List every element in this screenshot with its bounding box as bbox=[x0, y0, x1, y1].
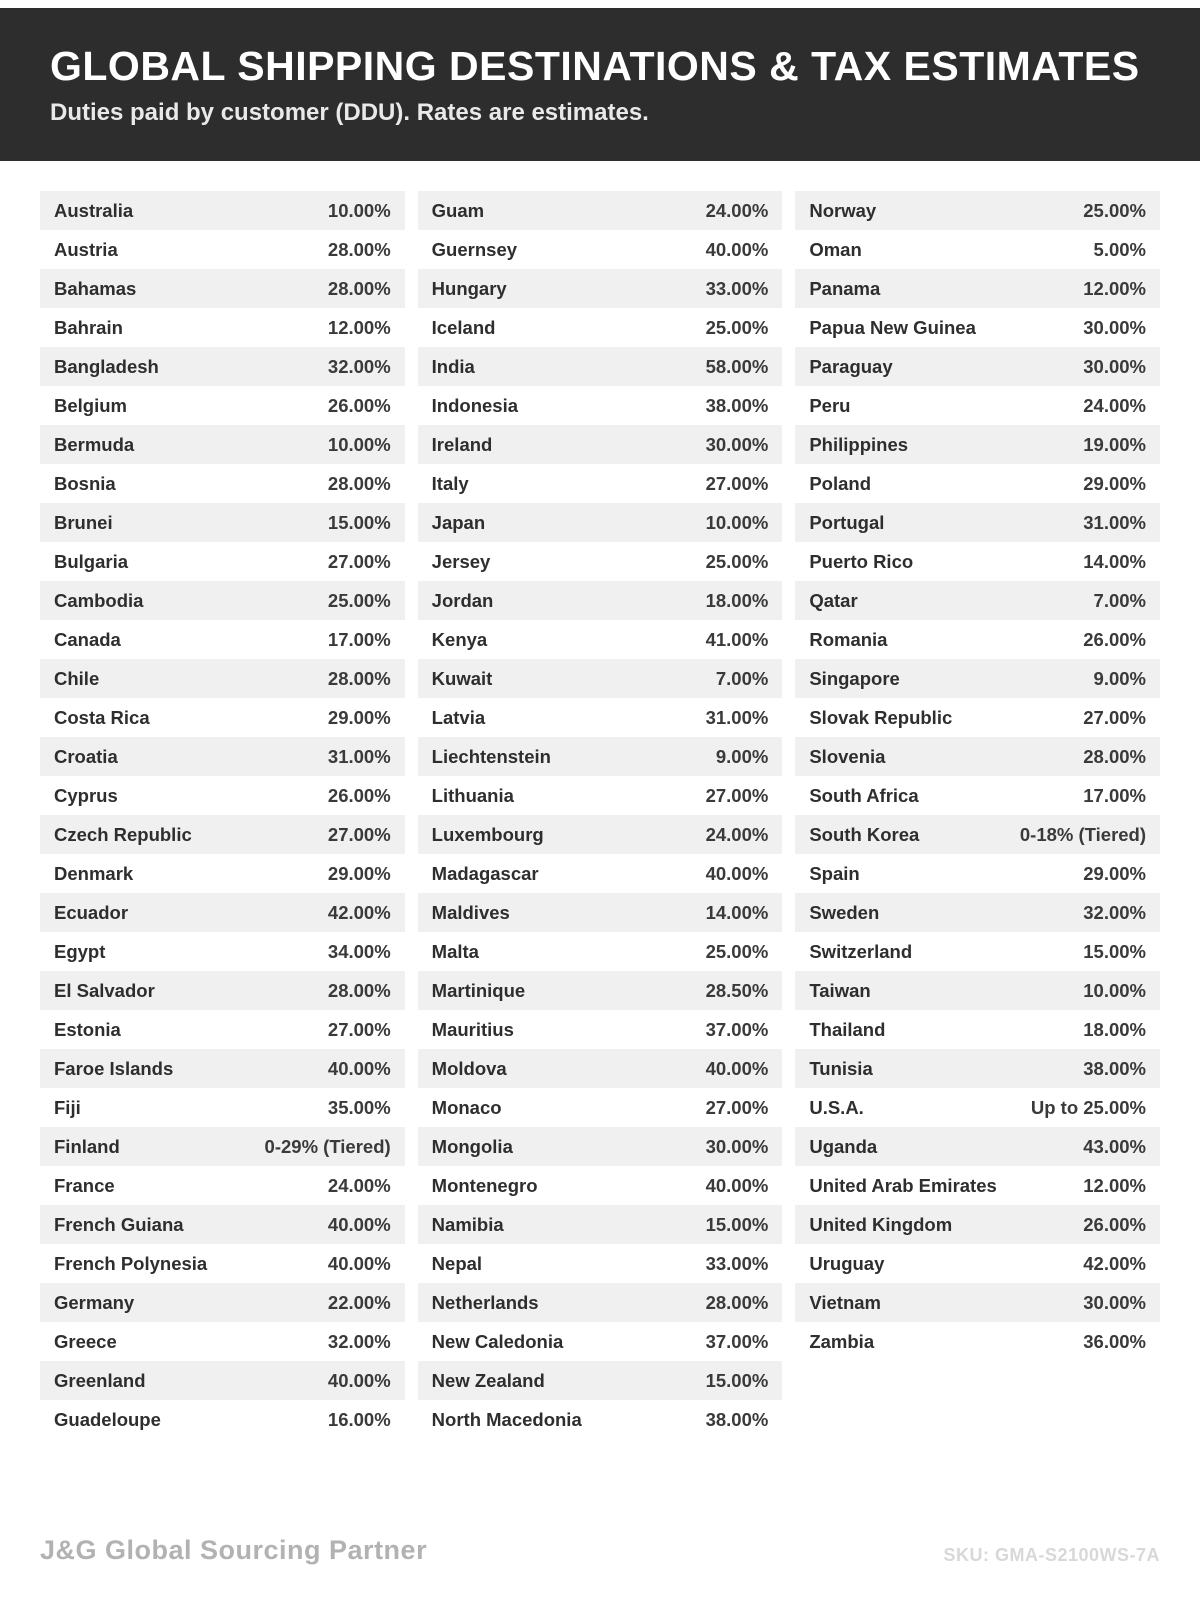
table-row bbox=[40, 1166, 405, 1205]
table-row bbox=[40, 1244, 405, 1283]
tax-rate: 33.00% bbox=[705, 277, 769, 299]
country-name: Guernsey bbox=[431, 238, 518, 260]
table-row bbox=[795, 1088, 1160, 1127]
country-name: El Salvador bbox=[54, 979, 155, 1001]
country-name: Greenland bbox=[54, 1369, 146, 1391]
tax-rate: 28.50% bbox=[705, 979, 769, 1001]
rates-table bbox=[0, 191, 1200, 1439]
country-name: Nepal bbox=[431, 1252, 483, 1274]
country-name: Costa Rica bbox=[54, 706, 150, 728]
tax-rate: 26.00% bbox=[327, 394, 391, 416]
tax-rate: 42.00% bbox=[1083, 1252, 1147, 1274]
tax-rate: 40.00% bbox=[327, 1252, 391, 1274]
country-name: New Caledonia bbox=[431, 1330, 564, 1352]
tax-rate: 25.00% bbox=[705, 550, 769, 572]
table-row bbox=[418, 1361, 783, 1400]
rates-column-3 bbox=[795, 191, 1160, 1361]
table-row bbox=[795, 737, 1160, 776]
table-row bbox=[418, 1283, 783, 1322]
country-name: Switzerland bbox=[809, 940, 913, 962]
table-row bbox=[418, 854, 783, 893]
page-subtitle: Duties paid by customer (DDU). Rates are estimates. bbox=[50, 99, 649, 127]
tax-rate: 37.00% bbox=[705, 1330, 769, 1352]
table-row bbox=[40, 1322, 405, 1361]
table-row bbox=[795, 386, 1160, 425]
country-name: Luxembourg bbox=[431, 823, 544, 845]
table-row bbox=[40, 893, 405, 932]
table-row bbox=[795, 503, 1160, 542]
country-name: Ireland bbox=[431, 433, 493, 455]
table-row bbox=[418, 932, 783, 971]
table-row bbox=[795, 1283, 1160, 1322]
country-name: Estonia bbox=[54, 1018, 121, 1040]
tax-rate: 31.00% bbox=[327, 745, 391, 767]
tax-rate: Up to 25.00% bbox=[1030, 1096, 1147, 1118]
tax-rate: 14.00% bbox=[1083, 550, 1147, 572]
table-row bbox=[40, 1361, 405, 1400]
table-row bbox=[40, 1205, 405, 1244]
tax-rate: 32.00% bbox=[327, 355, 391, 377]
table-row bbox=[418, 893, 783, 932]
country-name: Czech Republic bbox=[54, 823, 192, 845]
tax-rate: 29.00% bbox=[327, 706, 391, 728]
table-row bbox=[795, 854, 1160, 893]
tax-rate: 27.00% bbox=[705, 472, 769, 494]
country-name: Fiji bbox=[54, 1096, 81, 1118]
tax-rate: 33.00% bbox=[705, 1252, 769, 1274]
table-row bbox=[418, 1322, 783, 1361]
tax-rate: 26.00% bbox=[1083, 628, 1147, 650]
tax-rate: 30.00% bbox=[1083, 316, 1147, 338]
country-name: Greece bbox=[54, 1330, 117, 1352]
table-row bbox=[418, 1166, 783, 1205]
table-row bbox=[795, 776, 1160, 815]
country-name: Slovenia bbox=[809, 745, 886, 767]
country-name: Thailand bbox=[809, 1018, 886, 1040]
tax-rate: 28.00% bbox=[705, 1291, 769, 1313]
table-row bbox=[795, 698, 1160, 737]
country-name: Chile bbox=[54, 667, 100, 689]
tax-rate: 40.00% bbox=[327, 1213, 391, 1235]
country-name: Panama bbox=[809, 277, 881, 299]
table-row bbox=[418, 581, 783, 620]
country-name: Qatar bbox=[809, 589, 858, 611]
table-row bbox=[418, 776, 783, 815]
country-name: Jordan bbox=[431, 589, 494, 611]
table-row bbox=[40, 269, 405, 308]
table-row bbox=[418, 1010, 783, 1049]
table-row bbox=[40, 464, 405, 503]
country-name: Philippines bbox=[809, 433, 909, 455]
table-row bbox=[795, 191, 1160, 230]
table-row bbox=[40, 1127, 405, 1166]
country-name: French Guiana bbox=[54, 1213, 184, 1235]
table-row bbox=[795, 1049, 1160, 1088]
tax-rate: 34.00% bbox=[327, 940, 391, 962]
tax-rate: 37.00% bbox=[705, 1018, 769, 1040]
tax-rate: 12.00% bbox=[1083, 277, 1147, 299]
tax-rate: 7.00% bbox=[715, 667, 769, 689]
tax-rate: 30.00% bbox=[1083, 1291, 1147, 1313]
table-row bbox=[795, 1166, 1160, 1205]
tax-rate: 10.00% bbox=[327, 433, 391, 455]
tax-rate: 40.00% bbox=[327, 1057, 391, 1079]
country-name: Norway bbox=[809, 199, 877, 221]
country-name: Australia bbox=[54, 199, 134, 221]
rates-column-2 bbox=[418, 191, 783, 1439]
country-name: Paraguay bbox=[809, 355, 893, 377]
page-header bbox=[0, 8, 1200, 161]
country-name: Jersey bbox=[431, 550, 491, 572]
tax-rate: 28.00% bbox=[327, 979, 391, 1001]
country-name: Bahrain bbox=[54, 316, 123, 338]
table-row bbox=[418, 971, 783, 1010]
country-name: South Africa bbox=[809, 784, 919, 806]
tax-rate: 25.00% bbox=[327, 589, 391, 611]
table-row bbox=[795, 1244, 1160, 1283]
country-name: Italy bbox=[431, 472, 469, 494]
sku-label: SKU: GMA-S2100WS-7A bbox=[943, 1545, 1160, 1565]
tax-rate: 27.00% bbox=[1083, 706, 1147, 728]
tax-rate: 27.00% bbox=[327, 1018, 391, 1040]
tax-rate: 10.00% bbox=[705, 511, 769, 533]
country-name: New Zealand bbox=[431, 1369, 545, 1391]
table-row bbox=[418, 1049, 783, 1088]
country-name: Taiwan bbox=[809, 979, 871, 1001]
table-row bbox=[40, 659, 405, 698]
country-name: Romania bbox=[809, 628, 888, 650]
tax-rate: 24.00% bbox=[1083, 394, 1147, 416]
country-name: Iceland bbox=[431, 316, 496, 338]
tax-rate: 28.00% bbox=[327, 472, 391, 494]
country-name: Indonesia bbox=[431, 394, 519, 416]
tax-rate: 9.00% bbox=[715, 745, 769, 767]
tax-rate: 10.00% bbox=[1083, 979, 1147, 1001]
tax-rate: 41.00% bbox=[705, 628, 769, 650]
country-name: Monaco bbox=[431, 1096, 502, 1118]
table-row bbox=[40, 230, 405, 269]
tax-rate: 14.00% bbox=[705, 901, 769, 923]
table-row bbox=[418, 191, 783, 230]
tax-rate: 24.00% bbox=[327, 1174, 391, 1196]
tax-rate: 17.00% bbox=[327, 628, 391, 650]
tax-rate: 28.00% bbox=[327, 277, 391, 299]
table-row bbox=[795, 659, 1160, 698]
table-row bbox=[795, 1127, 1160, 1166]
tax-rate: 38.00% bbox=[705, 1408, 769, 1430]
table-row bbox=[795, 425, 1160, 464]
table-row bbox=[795, 269, 1160, 308]
table-row bbox=[40, 1088, 405, 1127]
tax-rate: 28.00% bbox=[1083, 745, 1147, 767]
tax-rate: 29.00% bbox=[1083, 472, 1147, 494]
country-name: Faroe Islands bbox=[54, 1057, 174, 1079]
tax-rate: 12.00% bbox=[1083, 1174, 1147, 1196]
country-name: Spain bbox=[809, 862, 860, 884]
tax-rate: 15.00% bbox=[705, 1213, 769, 1235]
tax-rate: 15.00% bbox=[705, 1369, 769, 1391]
table-row bbox=[795, 308, 1160, 347]
table-row bbox=[795, 542, 1160, 581]
page-title: GLOBAL SHIPPING DESTINATIONS & TAX ESTIMATES bbox=[50, 43, 1140, 89]
country-name: Moldova bbox=[431, 1057, 507, 1079]
table-row bbox=[418, 503, 783, 542]
table-row bbox=[40, 1283, 405, 1322]
country-name: Madagascar bbox=[431, 862, 539, 884]
table-row bbox=[40, 815, 405, 854]
country-name: South Korea bbox=[809, 823, 920, 845]
tax-rate: 15.00% bbox=[1083, 940, 1147, 962]
tax-rate: 10.00% bbox=[327, 199, 391, 221]
table-row bbox=[40, 1400, 405, 1439]
table-row bbox=[40, 542, 405, 581]
tax-rate: 7.00% bbox=[1093, 589, 1147, 611]
tax-rate: 30.00% bbox=[1083, 355, 1147, 377]
tax-rate: 18.00% bbox=[1083, 1018, 1147, 1040]
page-footer bbox=[40, 1535, 1160, 1566]
tax-rate: 58.00% bbox=[705, 355, 769, 377]
country-name: Denmark bbox=[54, 862, 134, 884]
country-name: Mauritius bbox=[431, 1018, 514, 1040]
country-name: U.S.A. bbox=[809, 1096, 864, 1118]
tax-rate: 35.00% bbox=[327, 1096, 391, 1118]
tax-rate: 25.00% bbox=[1083, 199, 1147, 221]
country-name: Uruguay bbox=[809, 1252, 885, 1274]
table-row bbox=[418, 542, 783, 581]
tax-rate: 24.00% bbox=[705, 823, 769, 845]
country-name: Singapore bbox=[809, 667, 900, 689]
table-row bbox=[418, 1127, 783, 1166]
country-name: Guadeloupe bbox=[54, 1408, 161, 1430]
tax-rate: 36.00% bbox=[1083, 1330, 1147, 1352]
country-name: Ecuador bbox=[54, 901, 129, 923]
table-row bbox=[795, 581, 1160, 620]
country-name: Croatia bbox=[54, 745, 118, 767]
country-name: Peru bbox=[809, 394, 851, 416]
tax-rate: 25.00% bbox=[705, 316, 769, 338]
tax-rate: 18.00% bbox=[705, 589, 769, 611]
country-name: Brunei bbox=[54, 511, 113, 533]
table-row bbox=[40, 191, 405, 230]
table-row bbox=[795, 464, 1160, 503]
country-name: Canada bbox=[54, 628, 121, 650]
tax-rate: 30.00% bbox=[705, 433, 769, 455]
tax-rate: 27.00% bbox=[327, 823, 391, 845]
table-row bbox=[418, 425, 783, 464]
table-row bbox=[795, 230, 1160, 269]
table-row bbox=[795, 1010, 1160, 1049]
tax-rate: 40.00% bbox=[705, 1174, 769, 1196]
table-row bbox=[40, 776, 405, 815]
country-name: Tunisia bbox=[809, 1057, 873, 1079]
brand-name: J&G Global Sourcing Partner bbox=[40, 1535, 428, 1565]
tax-rate: 32.00% bbox=[1083, 901, 1147, 923]
country-name: France bbox=[54, 1174, 115, 1196]
table-row bbox=[418, 347, 783, 386]
country-name: Latvia bbox=[431, 706, 486, 728]
table-row bbox=[795, 1205, 1160, 1244]
table-row bbox=[418, 1244, 783, 1283]
country-name: Zambia bbox=[809, 1330, 875, 1352]
country-name: Guam bbox=[431, 199, 485, 221]
country-name: Papua New Guinea bbox=[809, 316, 976, 338]
country-name: Vietnam bbox=[809, 1291, 881, 1313]
country-name: Kuwait bbox=[431, 667, 493, 689]
table-row bbox=[40, 698, 405, 737]
country-name: Portugal bbox=[809, 511, 885, 533]
country-name: Bahamas bbox=[54, 277, 137, 299]
country-name: Bosnia bbox=[54, 472, 116, 494]
tax-rate: 42.00% bbox=[327, 901, 391, 923]
country-name: Germany bbox=[54, 1291, 135, 1313]
country-name: Austria bbox=[54, 238, 118, 260]
table-row bbox=[418, 1088, 783, 1127]
tax-rate: 31.00% bbox=[1083, 511, 1147, 533]
tax-rate: 12.00% bbox=[327, 316, 391, 338]
table-row bbox=[795, 620, 1160, 659]
tax-rate: 17.00% bbox=[1083, 784, 1147, 806]
tax-rate: 19.00% bbox=[1083, 433, 1147, 455]
tax-rate: 0-18% (Tiered) bbox=[1019, 823, 1147, 845]
table-row bbox=[40, 347, 405, 386]
table-row bbox=[418, 230, 783, 269]
table-row bbox=[40, 1010, 405, 1049]
tax-rate: 30.00% bbox=[705, 1135, 769, 1157]
table-row bbox=[795, 893, 1160, 932]
tax-rate: 26.00% bbox=[327, 784, 391, 806]
table-row bbox=[40, 581, 405, 620]
table-row bbox=[418, 737, 783, 776]
country-name: Finland bbox=[54, 1135, 120, 1157]
country-name: Mongolia bbox=[431, 1135, 513, 1157]
country-name: Hungary bbox=[431, 277, 507, 299]
country-name: India bbox=[431, 355, 475, 377]
table-row bbox=[40, 503, 405, 542]
tax-rate: 27.00% bbox=[705, 784, 769, 806]
rates-column-1 bbox=[40, 191, 405, 1439]
country-name: Maldives bbox=[431, 901, 510, 923]
country-name: North Macedonia bbox=[431, 1408, 582, 1430]
country-name: Malta bbox=[431, 940, 479, 962]
tax-rate: 28.00% bbox=[327, 238, 391, 260]
tax-rate: 26.00% bbox=[1083, 1213, 1147, 1235]
country-name: Poland bbox=[809, 472, 872, 494]
table-row bbox=[418, 698, 783, 737]
tax-rate: 38.00% bbox=[1083, 1057, 1147, 1079]
table-row bbox=[795, 347, 1160, 386]
tax-rate: 40.00% bbox=[705, 862, 769, 884]
country-name: Cambodia bbox=[54, 589, 144, 611]
table-row bbox=[795, 932, 1160, 971]
tax-rate: 40.00% bbox=[705, 238, 769, 260]
tax-rate: 29.00% bbox=[1083, 862, 1147, 884]
country-name: Martinique bbox=[431, 979, 526, 1001]
tax-rate: 9.00% bbox=[1093, 667, 1147, 689]
country-name: Bermuda bbox=[54, 433, 135, 455]
country-name: Liechtenstein bbox=[431, 745, 551, 767]
country-name: Lithuania bbox=[431, 784, 514, 806]
tax-rate: 40.00% bbox=[705, 1057, 769, 1079]
tax-rate: 27.00% bbox=[705, 1096, 769, 1118]
country-name: Kenya bbox=[431, 628, 488, 650]
country-name: Bangladesh bbox=[54, 355, 159, 377]
tax-rate: 31.00% bbox=[705, 706, 769, 728]
table-row bbox=[40, 737, 405, 776]
table-row bbox=[418, 815, 783, 854]
country-name: Cyprus bbox=[54, 784, 118, 806]
country-name: United Arab Emirates bbox=[809, 1174, 997, 1196]
tax-rate: 43.00% bbox=[1083, 1135, 1147, 1157]
table-row bbox=[418, 269, 783, 308]
tax-rate: 29.00% bbox=[327, 862, 391, 884]
country-name: French Polynesia bbox=[54, 1252, 208, 1274]
country-name: Slovak Republic bbox=[809, 706, 953, 728]
table-row bbox=[418, 659, 783, 698]
table-row bbox=[418, 386, 783, 425]
country-name: Namibia bbox=[431, 1213, 504, 1235]
tax-rate: 25.00% bbox=[705, 940, 769, 962]
table-row bbox=[40, 854, 405, 893]
tax-rate: 5.00% bbox=[1093, 238, 1147, 260]
table-row bbox=[795, 1322, 1160, 1361]
tax-rate: 24.00% bbox=[705, 199, 769, 221]
table-row bbox=[40, 1049, 405, 1088]
table-row bbox=[795, 971, 1160, 1010]
country-name: Netherlands bbox=[431, 1291, 539, 1313]
tax-rate: 16.00% bbox=[327, 1408, 391, 1430]
country-name: Sweden bbox=[809, 901, 880, 923]
tax-rate: 28.00% bbox=[327, 667, 391, 689]
country-name: Uganda bbox=[809, 1135, 878, 1157]
country-name: Montenegro bbox=[431, 1174, 538, 1196]
table-row bbox=[418, 464, 783, 503]
table-row bbox=[40, 425, 405, 464]
table-row bbox=[40, 932, 405, 971]
table-row bbox=[418, 308, 783, 347]
country-name: Bulgaria bbox=[54, 550, 129, 572]
tax-rate: 38.00% bbox=[705, 394, 769, 416]
country-name: United Kingdom bbox=[809, 1213, 953, 1235]
country-name: Oman bbox=[809, 238, 862, 260]
country-name: Puerto Rico bbox=[809, 550, 914, 572]
tax-rate: 15.00% bbox=[327, 511, 391, 533]
tax-rate: 32.00% bbox=[327, 1330, 391, 1352]
table-row bbox=[40, 386, 405, 425]
table-row bbox=[40, 620, 405, 659]
table-row bbox=[418, 620, 783, 659]
country-name: Belgium bbox=[54, 394, 127, 416]
country-name: Egypt bbox=[54, 940, 106, 962]
tax-rate: 27.00% bbox=[327, 550, 391, 572]
tax-rate: 22.00% bbox=[327, 1291, 391, 1313]
country-name: Japan bbox=[431, 511, 486, 533]
table-row bbox=[40, 971, 405, 1010]
tax-rate: 40.00% bbox=[327, 1369, 391, 1391]
table-row bbox=[795, 815, 1160, 854]
tax-rate: 0-29% (Tiered) bbox=[264, 1135, 391, 1157]
table-row bbox=[418, 1400, 783, 1439]
table-row bbox=[40, 308, 405, 347]
table-row bbox=[418, 1205, 783, 1244]
